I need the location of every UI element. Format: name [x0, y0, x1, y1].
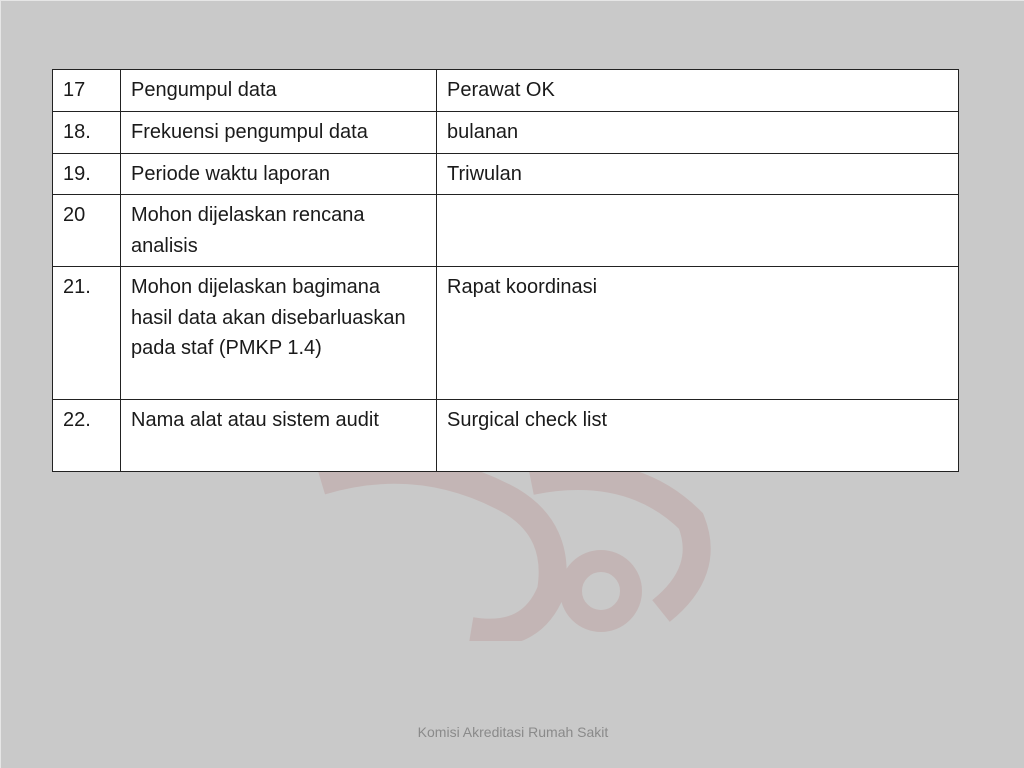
- table-row: [53, 153, 959, 195]
- row-value: Perawat OK: [437, 70, 959, 112]
- row-value: bulanan: [437, 112, 959, 154]
- table-row: [53, 267, 959, 400]
- row-value: Rapat koordinasi: [437, 267, 959, 400]
- row-value: Surgical check list: [437, 400, 959, 472]
- row-number: 18.: [53, 112, 121, 154]
- table-row: [53, 400, 959, 472]
- indicator-table: [52, 69, 958, 472]
- row-item: Nama alat atau sistem audit: [121, 400, 437, 472]
- row-item: Mohon dijelaskan rencana analisis: [121, 195, 437, 267]
- table-row: [53, 195, 959, 267]
- row-item: Frekuensi pengumpul data: [121, 112, 437, 154]
- row-value: [437, 195, 959, 267]
- slide-footer: Komisi Akreditasi Rumah Sakit: [417, 724, 609, 740]
- row-item: Pengumpul data: [121, 70, 437, 112]
- row-item: Mohon dijelaskan bagimana hasil data akan disebarluaskan pada staf (PMKP 1.4): [121, 267, 437, 400]
- row-item: Periode waktu laporan: [121, 153, 437, 195]
- row-number: 21.: [53, 267, 121, 400]
- row-number: 20: [53, 195, 121, 267]
- row-number: 22.: [53, 400, 121, 472]
- row-value: Triwulan: [437, 153, 959, 195]
- table-row: [53, 70, 959, 112]
- indicator-table-grid: [52, 69, 959, 472]
- row-number: 19.: [53, 153, 121, 195]
- table-row: [53, 112, 959, 154]
- row-number: 17: [53, 70, 121, 112]
